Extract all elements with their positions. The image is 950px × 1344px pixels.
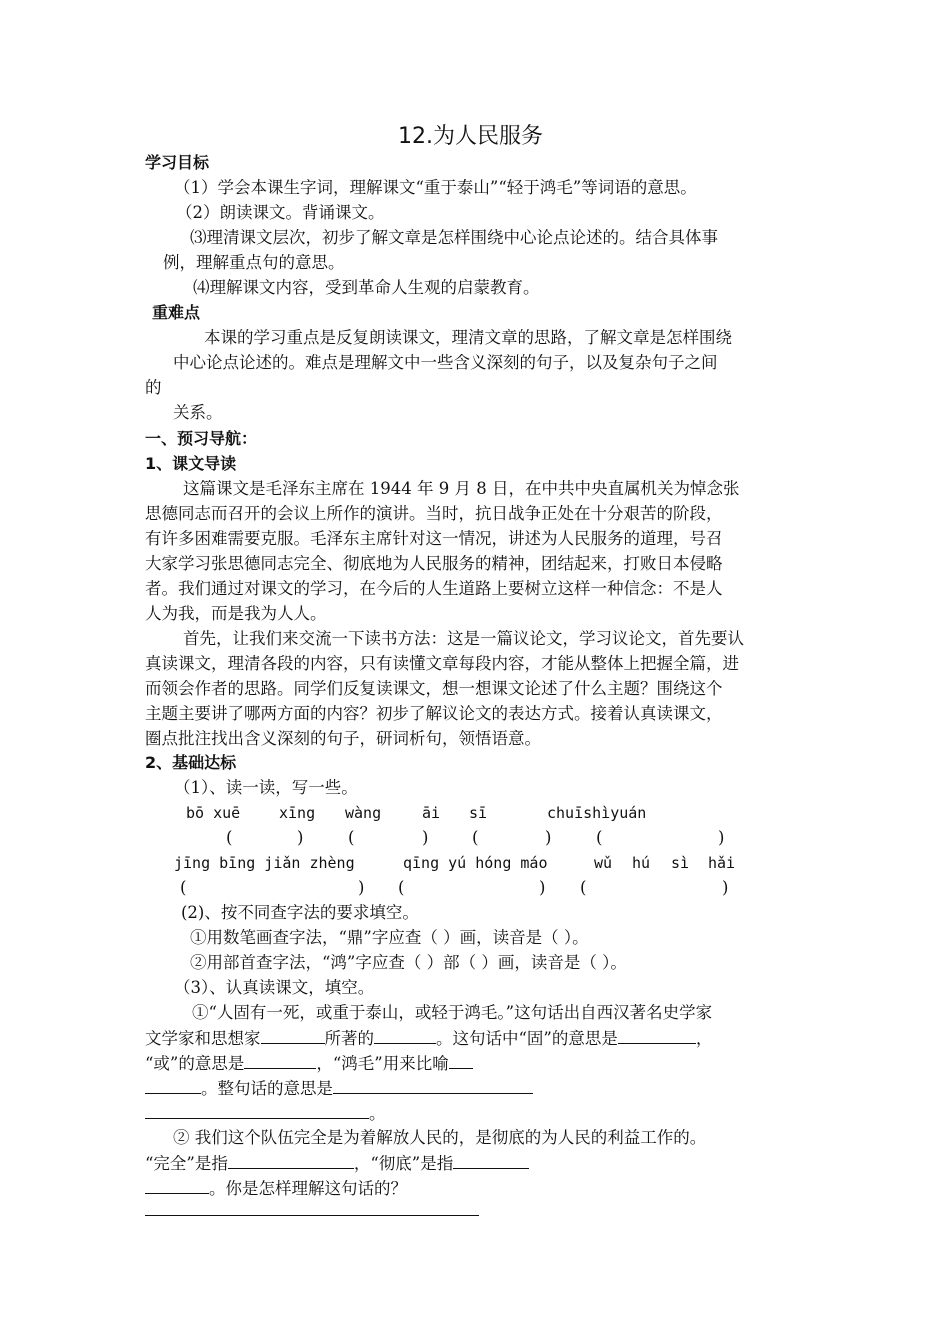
answer-paren-close: ) (358, 878, 365, 897)
pinyin: qīng yú hóng máo (403, 854, 548, 872)
intro-paragraph-line: 大家学习张思德同志完全、彻底地为人民服务的精神，团结起来，打败日本侵略 (145, 554, 723, 573)
section-heading: 一、预习导航： (145, 429, 258, 448)
answer-paren-close: ) (718, 828, 725, 847)
pinyin: hú (632, 854, 651, 872)
method-paragraph-line: 而领会作者的思路。同学们反复读课文，想一想课文论述了什么主题？围绕这个 (145, 679, 723, 698)
answer-blank[interactable] (374, 1027, 436, 1044)
question-item (145, 1177, 407, 1200)
intro-paragraph-line: 思德同志而召开的会议上所作的演讲。当时，抗日战争正处在十分艰苦的阶段， (145, 504, 723, 523)
pinyin: sī (469, 804, 488, 822)
question-item: ①“人固有一死，或重于泰山，或轻于鸿毛。”这句话出自西汉著名史学家 (192, 1003, 713, 1022)
page-title: 12.为人民服务 (398, 124, 543, 149)
intro-paragraph-line: 人为我，而是我为人人。 (145, 604, 327, 623)
text: ，“彻底”是指 (353, 1154, 454, 1173)
method-paragraph-line: 首先，让我们来交流一下读书方法：这是一篇议论文，学习议论文，首先要认 (183, 629, 744, 648)
difficulty-heading: 重难点 (152, 303, 201, 322)
answer-paren-open[interactable]: ( (226, 828, 233, 847)
pinyin: jīng bīng jiǎn zhèng (174, 854, 355, 872)
difficulty-line: 中心论点论述的。难点是理解文中一些含义深刻的句子，以及复杂句子之间 (173, 353, 718, 372)
answer-blank[interactable] (261, 1027, 325, 1044)
difficulty-line: 本课的学习重点是反复朗读课文，理清文章的思路，了解文章是怎样围绕 (204, 328, 732, 347)
question-item (145, 1077, 533, 1100)
method-paragraph-line: 主题主要讲了哪两方面的内容？初步了解议论文的表达方式。接着认真读课文， (145, 704, 723, 723)
question-item: ②用部首查字法，“鸿”字应查（ ）部（ ）画，读音是（ ）。 (190, 953, 627, 972)
answer-paren-close: ) (545, 828, 552, 847)
answer-blank[interactable] (453, 1152, 529, 1169)
difficulty-line: 的 (145, 378, 162, 397)
answer-blank[interactable] (618, 1027, 696, 1044)
answer-blank[interactable] (333, 1077, 533, 1094)
question-label: （1）、读一读，写一些。 (174, 778, 358, 797)
goal-item: （1）学会本课生字词，理解课文“重于泰山”“轻于鸿毛”等词语的意思。 (174, 178, 697, 197)
pinyin: hǎi (708, 854, 736, 872)
goal-item: ⑶理清课文层次，初步了解文章是怎样围绕中心论点论述的。结合具体事 (190, 228, 718, 247)
text: 文学家和思想家 (145, 1029, 261, 1048)
method-paragraph-line: 圈点批注找出含义深刻的句子，研词析句，领悟语意。 (145, 729, 541, 748)
subsection-heading: 2、基础达标 (145, 753, 237, 772)
answer-line[interactable] (145, 1215, 479, 1216)
text: 。 (369, 1104, 386, 1123)
question-item (145, 1102, 386, 1125)
answer-paren-close: ) (539, 878, 546, 897)
question-item: ①用数笔画查字法，“鼎”字应查（ ）画，读音是（ ）。 (190, 928, 589, 947)
pinyin: chuīshìyuán (547, 804, 647, 822)
text: ，“鸿毛”用来比喻 (316, 1054, 449, 1073)
question-label: (2)、按不同查字法的要求填空。 (181, 903, 419, 922)
pinyin: wǔ (594, 854, 613, 872)
answer-paren-open[interactable]: ( (580, 878, 587, 897)
text: 。整句话的意思是 (201, 1079, 333, 1098)
pinyin: āi (422, 804, 441, 822)
question-item (145, 1027, 712, 1050)
intro-paragraph-line: 有许多困难需要克服。毛泽东主席针对这一情况，讲述为人民服务的道理，号召 (145, 529, 723, 548)
answer-blank[interactable] (145, 1102, 369, 1119)
answer-blank[interactable] (228, 1152, 354, 1169)
pinyin: xīng (279, 804, 316, 822)
answer-blank[interactable] (145, 1177, 209, 1194)
text: “或”的意思是 (145, 1054, 245, 1073)
goal-item: ⑷理解课文内容，受到革命人生观的启蒙教育。 (193, 278, 540, 297)
answer-paren-close: ) (722, 878, 729, 897)
goal-item: （2）朗读课文。背诵课文。 (176, 203, 385, 222)
subsection-heading: 1、课文导读 (145, 454, 237, 473)
text: ， (695, 1029, 713, 1048)
intro-paragraph-line: 者。我们通过对课文的学习，在今后的人生道路上要树立这样一种信念：不是人 (145, 579, 723, 598)
answer-blank[interactable] (244, 1052, 316, 1069)
question-label: （3）、认真读课文，填空。 (174, 978, 375, 997)
intro-paragraph-line: 这篇课文是毛泽东主席在 1944 年 9 月 8 日，在中共中央直属机关为悼念张 (183, 479, 740, 498)
text: “完全”是指 (145, 1154, 228, 1173)
pinyin: wàng (345, 804, 382, 822)
difficulty-line: 关系。 (173, 403, 223, 422)
question-item (145, 1052, 473, 1075)
answer-blank[interactable] (449, 1052, 473, 1069)
goals-heading: 学习目标 (145, 153, 210, 172)
pinyin: bō xuē (186, 804, 241, 822)
question-item: ② 我们这个队伍完全是为着解放人民的，是彻底的为人民的利益工作的。 (173, 1128, 707, 1147)
answer-paren-open[interactable]: ( (596, 828, 603, 847)
text: 所著的 (324, 1029, 374, 1048)
answer-paren-open[interactable]: ( (472, 828, 479, 847)
question-item (145, 1152, 529, 1175)
answer-paren-open[interactable]: ( (180, 878, 187, 897)
pinyin: sì (671, 854, 690, 872)
goal-item: 例，理解重点句的意思。 (163, 253, 345, 272)
answer-paren-close: ) (422, 828, 429, 847)
answer-paren-open[interactable]: ( (348, 828, 355, 847)
answer-blank[interactable] (145, 1077, 201, 1094)
text: 。你是怎样理解这句话的？ (209, 1179, 407, 1198)
method-paragraph-line: 真读课文，理清各段的内容，只有读懂文章每段内容，才能从整体上把握全篇，进 (145, 654, 739, 673)
text: 。这句话中“固”的意思是 (436, 1029, 618, 1048)
answer-paren-close: ) (297, 828, 304, 847)
answer-paren-open[interactable]: ( (398, 878, 405, 897)
